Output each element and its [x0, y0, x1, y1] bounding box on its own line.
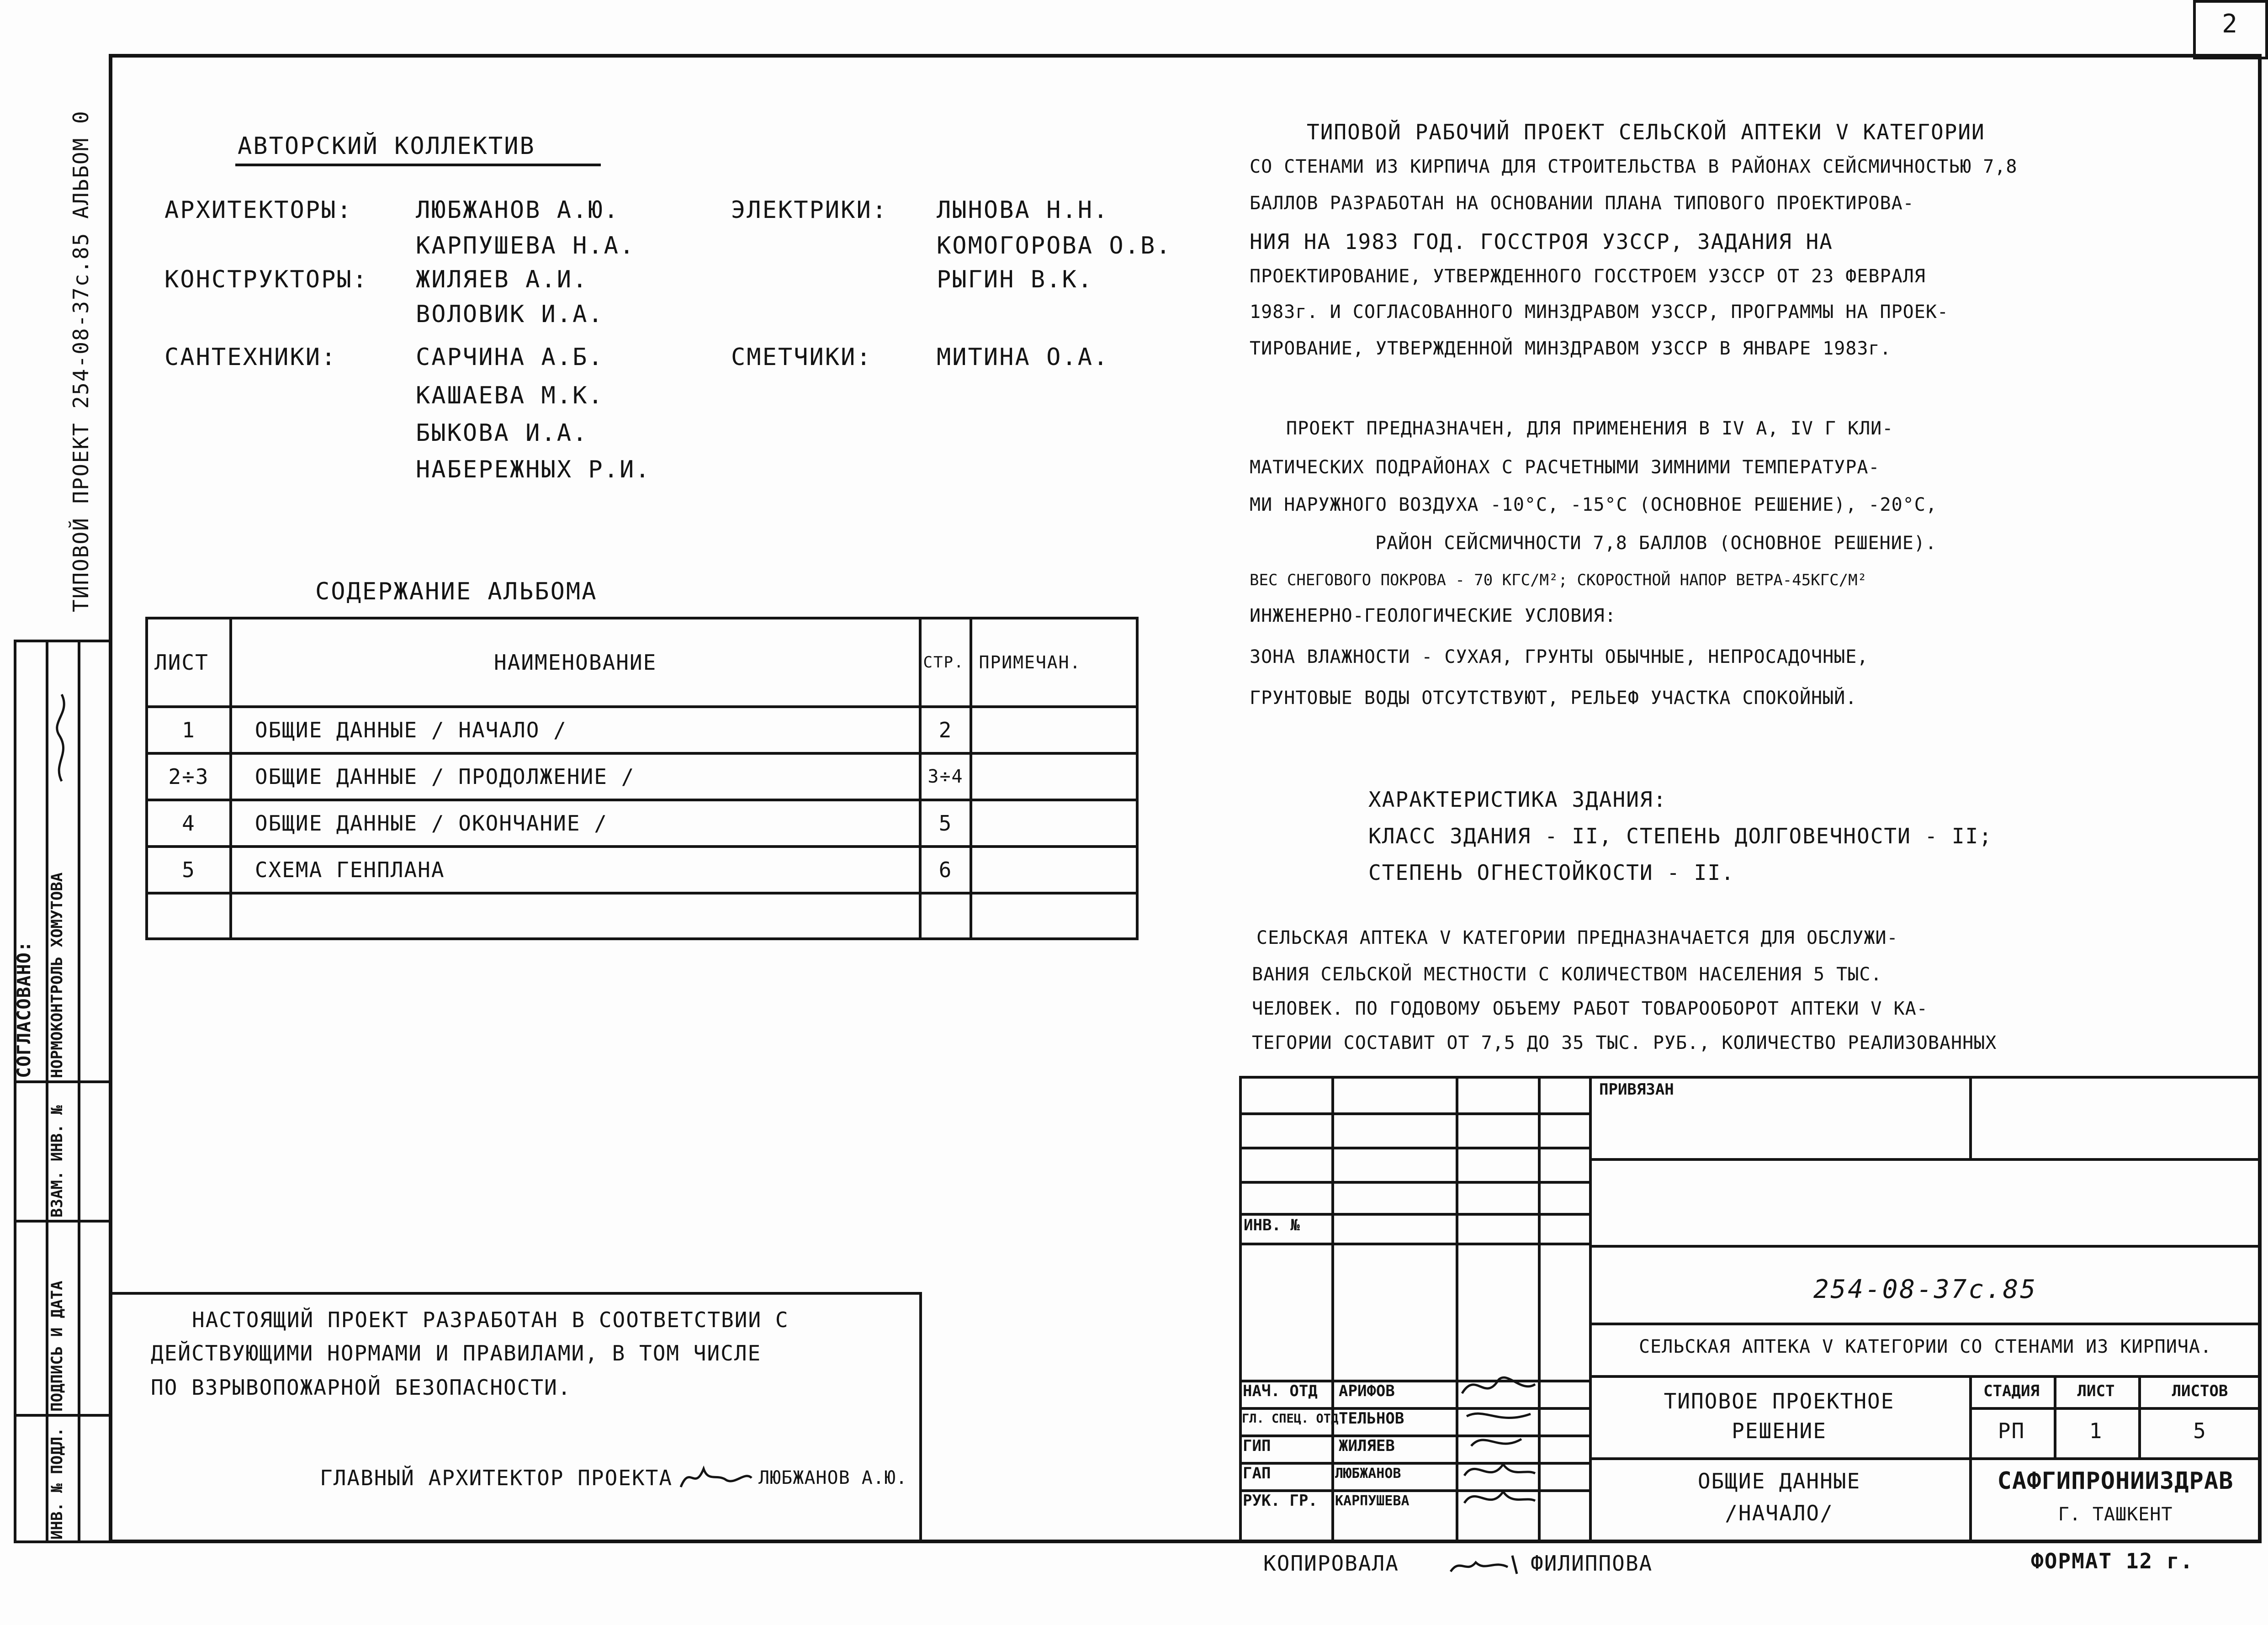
description-line: НИЯ НА 1983 ГОД. ГОССТРОЯ УЗССР, ЗАДАНИЯ НА — [1250, 229, 1833, 254]
decision-line2: РЕШЕНИЕ — [1732, 1419, 1827, 1443]
left-stamp-divider — [14, 1220, 111, 1223]
side-title: ТИПОВОЙ ПРОЕКТ 254-08-37с.85 АЛЬБОМ 0 — [69, 110, 93, 612]
staff-name: ЛЮБЖАНОВ — [1335, 1466, 1401, 1482]
norm-control-label: НОРМОКОНТРОЛЬ ХОМУТОВА — [48, 872, 66, 1078]
cell-name: ОБЩИЕ ДАННЫЕ / ПРОДОЛЖЕНИЕ / — [231, 753, 920, 800]
description-line: 1983г. И СОГЛАСОВАННОГО МИНЗДРАВОМ УЗССР, ПРОГРАММЫ НА ПРОЕК- — [1250, 302, 1949, 323]
project-title: СЕЛЬСКАЯ АПТЕКА V КАТЕГОРИИ СО СТЕНАМИ ИЗ КИРПИЧА. — [1638, 1336, 2212, 1357]
cell-page — [920, 893, 971, 939]
title-block-line — [1589, 1375, 2262, 1378]
cell-name: ОБЩИЕ ДАННЫЕ / НАЧАЛО / — [231, 707, 920, 753]
signature-date-label: ПОДПИСЬ И ДАТА — [48, 1281, 66, 1412]
cell-notes — [971, 893, 1137, 939]
author-name: САРЧИНА А.Б. — [416, 344, 604, 371]
table-row — [147, 847, 1137, 893]
table-row — [147, 707, 1137, 753]
description-line: МИ НАРУЖНОГО ВОЗДУХА -10°С, -15°С (ОСНОВНОЕ РЕШЕНИЕ), -20°С, — [1250, 494, 1937, 515]
title-block-line — [1239, 1112, 1589, 1115]
chief-architect-signature — [676, 1460, 754, 1496]
title-block-line — [1331, 1076, 1334, 1543]
cell-notes — [971, 847, 1137, 893]
author-name: ЛЮБЖАНОВ А.Ю. — [416, 196, 620, 224]
cell-name — [231, 893, 920, 939]
description-line: ЧЕЛОВЕК. ПО ГОДОВОМУ ОБЪЕМУ РАБОТ ТОВАРООБОРОТ АПТЕКИ V КА- — [1252, 998, 1928, 1019]
cell-notes — [971, 800, 1137, 847]
sheet-value: 1 — [2089, 1419, 2103, 1443]
description-line: СТЕПЕНЬ ОГНЕСТОЙКОСТИ - II. — [1368, 860, 1735, 885]
author-name: РЫГИН В.К. — [937, 266, 1094, 293]
cell-name: ОБЩИЕ ДАННЫЕ / ОКОНЧАНИЕ / — [231, 800, 920, 847]
author-name: БЫКОВА И.А. — [416, 419, 588, 447]
table-row — [147, 753, 1137, 800]
description-line: БАЛЛОВ РАЗРАБОТАН НА ОСНОВАНИИ ПЛАНА ТИПОВОГО ПРОЕКТИРОВА- — [1250, 193, 1914, 214]
org-city: Г. ТАШКЕНТ — [2058, 1504, 2173, 1525]
stage-value: РП — [1998, 1419, 2025, 1443]
org-name: САФГИПРОНИИЗДРАВ — [1997, 1467, 2234, 1495]
table-row — [147, 893, 1137, 939]
authors-heading: АВТОРСКИЙ КОЛЛЕКТИВ — [238, 132, 535, 160]
staff-signatures — [1457, 1366, 1540, 1540]
title-block-line — [1239, 1213, 1589, 1216]
inv-no-orig-label: ИНВ. № ПОДЛ. — [48, 1427, 66, 1540]
format-label: ФОРМАТ 12 г. — [2031, 1549, 2194, 1573]
col-header-notes: ПРИМЕЧАН. — [971, 618, 1137, 707]
staff-name: ТЕЛЬНОВ — [1339, 1409, 1404, 1428]
cell-notes — [971, 753, 1137, 800]
role-architects: АРХИТЕКТОРЫ: — [164, 196, 353, 224]
chief-architect-label: ГЛАВНЫЙ АРХИТЕКТОР ПРОЕКТА — [320, 1466, 673, 1490]
description-line: ТЕГОРИИ СОСТАВИТ ОТ 7,5 ДО 35 ТЫС. РУБ., КОЛИЧЕСТВО РЕАЛИЗОВАННЫХ — [1252, 1032, 1997, 1053]
description-line: ГРУНТОВЫЕ ВОДЫ ОТСУТСТВУЮТ, РЕЛЬЕФ УЧАСТКА СПОКОЙНЫЙ. — [1250, 688, 1857, 709]
title-block-line — [1969, 1407, 2262, 1410]
cell-sheet: 4 — [147, 800, 231, 847]
author-name: ЖИЛЯЕВ А.И. — [416, 266, 588, 293]
staff-role: ГЛ. СПЕЦ. ОТД — [1242, 1412, 1339, 1426]
cell-sheet: 2÷3 — [147, 753, 231, 800]
title-block-line — [1589, 1457, 2262, 1460]
cell-page: 3÷4 — [920, 753, 971, 800]
staff-role: ГАП — [1243, 1464, 1271, 1482]
stage-label: СТАДИЯ — [1983, 1382, 2040, 1400]
sheets-value: 5 — [2193, 1419, 2207, 1443]
description-line: СО СТЕНАМИ ИЗ КИРПИЧА ДЛЯ СТРОИТЕЛЬСТВА В РАЙОНАХ СЕЙСМИЧНОСТЬЮ 7,8 — [1250, 156, 2018, 177]
norm-control-signature — [48, 685, 75, 786]
copied-by-label: КОПИРОВАЛА — [1263, 1551, 1399, 1576]
sheet-number: 2 — [2222, 9, 2239, 39]
table-row — [147, 800, 1137, 847]
sheet-title-line1: ОБЩИЕ ДАННЫЕ — [1697, 1469, 1861, 1493]
role-estimators: СМЕТЧИКИ: — [731, 344, 872, 371]
staff-name: КАРПУШЕВА — [1335, 1493, 1410, 1509]
cell-sheet: 5 — [147, 847, 231, 893]
authors-heading-underline — [235, 164, 601, 166]
cell-notes — [971, 707, 1137, 753]
description-line: ХАРАКТЕРИСТИКА ЗДАНИЯ: — [1368, 787, 1667, 812]
author-name: МИТИНА О.А. — [937, 344, 1109, 371]
description-line: ТИРОВАНИЕ, УТВЕРЖДЕННОЙ МИНЗДРАВОМ УЗССР В ЯНВАРЕ 1983г. — [1250, 338, 1892, 359]
cell-page: 6 — [920, 847, 971, 893]
swap-inv-label: ВЗАМ. ИНВ. № — [48, 1105, 66, 1217]
author-name: НАБЕРЕЖНЫХ Р.И. — [416, 456, 651, 483]
description-line: КЛАСС ЗДАНИЯ - II, СТЕПЕНЬ ДОЛГОВЕЧНОСТИ - II; — [1368, 824, 1992, 848]
description-line: ВАНИЯ СЕЛЬСКОЙ МЕСТНОСТИ С КОЛИЧЕСТВОМ НАСЕЛЕНИЯ 5 ТЫС. — [1252, 964, 1882, 985]
title-block-line — [1589, 1245, 2262, 1248]
title-block-line — [1239, 1243, 1589, 1245]
description-line: ПРОЕКТ ПРЕДНАЗНАЧЕН, ДЛЯ ПРИМЕНЕНИЯ В IV А, IV Г КЛИ- — [1286, 418, 1894, 439]
author-name: ВОЛОВИК И.А. — [416, 301, 604, 328]
role-constructors: КОНСТРУКТОРЫ: — [164, 266, 368, 293]
sheet-title-line2: /НАЧАЛО/ — [1725, 1501, 1833, 1525]
staff-role: НАЧ. ОТД — [1243, 1382, 1318, 1400]
staff-name: АРИФОВ — [1339, 1382, 1395, 1400]
author-name: КАШАЕВА М.К. — [416, 382, 604, 409]
copied-by-name: ФИЛИППОВА — [1531, 1551, 1653, 1576]
left-stamp-divider — [14, 1414, 111, 1417]
author-name: КАРПУШЕВА Н.А. — [416, 232, 636, 259]
col-header-page: СТР. — [920, 618, 971, 707]
description-line: ЗОНА ВЛАЖНОСТИ - СУХАЯ, ГРУНТЫ ОБЫЧНЫЕ, НЕПРОСАДОЧНЫЕ, — [1250, 646, 1869, 667]
staff-role: РУК. ГР. — [1243, 1492, 1318, 1510]
staff-name: ЖИЛЯЕВ — [1339, 1437, 1395, 1455]
role-plumbing: САНТЕХНИКИ: — [164, 344, 337, 371]
col-header-sheet: ЛИСТ — [147, 618, 231, 707]
decision-line1: ТИПОВОЕ ПРОЕКТНОЕ — [1664, 1389, 1895, 1413]
author-name: ЛЫНОВА Н.Н. — [937, 196, 1109, 224]
title-block-line — [1589, 1158, 2262, 1161]
left-stamp-divider — [14, 1080, 111, 1083]
copied-by-signature — [1448, 1549, 1526, 1581]
description-line: ВЕС СНЕГОВОГО ПОКРОВА - 70 КГС/М²; СКОРОСТНОЙ НАПОР ВЕТРА-45КГС/М² — [1250, 571, 1867, 589]
sheets-label: ЛИСТОВ — [2172, 1382, 2228, 1400]
title-block-line — [1239, 1181, 1589, 1184]
agreed-label: СОГЛАСОВАНО: — [14, 941, 35, 1078]
compliance-line: ДЕЙСТВУЮЩИМИ НОРМАМИ И ПРАВИЛАМИ, В ТОМ ЧИСЛЕ — [151, 1341, 762, 1366]
description-line: МАТИЧЕСКИХ ПОДРАЙОНАХ С РАСЧЕТНЫМИ ЗИМНИМИ ТЕМПЕРАТУРА- — [1250, 457, 1880, 478]
compliance-line: НАСТОЯЩИЙ ПРОЕКТ РАЗРАБОТАН В СООТВЕТСТВИИ С — [192, 1307, 789, 1332]
col-header-name: НАИМЕНОВАНИЕ — [231, 618, 920, 707]
table-header-row — [147, 618, 1137, 707]
cell-name: СХЕМА ГЕНПЛАНА — [231, 847, 920, 893]
author-name: КОМОГОРОВА О.В. — [937, 232, 1172, 259]
description-line: ПРОЕКТИРОВАНИЕ, УТВЕРЖДЕННОГО ГОССТРОЕМ УЗССР ОТ 23 ФЕВРАЛЯ — [1250, 266, 1926, 287]
left-stamp-divider — [78, 640, 80, 1543]
title-block-line — [1589, 1323, 2262, 1325]
compliance-line: ПО ВЗРЫВОПОЖАРНОЙ БЕЗОПАСНОСТИ. — [151, 1375, 572, 1400]
doc-code: 254-08-37с.85 — [1813, 1275, 2038, 1304]
title-block-line — [1969, 1076, 1972, 1158]
cell-page: 5 — [920, 800, 971, 847]
chief-architect-name: ЛЮБЖАНОВ А.Ю. — [758, 1467, 908, 1488]
title-block-line — [1239, 1147, 1589, 1149]
cell-page: 2 — [920, 707, 971, 753]
role-electricians: ЭЛЕКТРИКИ: — [731, 196, 888, 224]
sheet-label: ЛИСТ — [2077, 1382, 2115, 1400]
staff-role: ГИП — [1243, 1437, 1271, 1455]
contents-table — [145, 617, 1139, 940]
contents-heading: СОДЕРЖАНИЕ АЛЬБОМА — [315, 578, 598, 605]
cell-sheet — [147, 893, 231, 939]
description-line: РАЙОН СЕЙСМИЧНОСТИ 7,8 БАЛЛОВ (ОСНОВНОЕ РЕШЕНИЕ). — [1375, 533, 1937, 554]
bound-label: ПРИВЯЗАН — [1599, 1080, 1674, 1099]
inv-label: ИНВ. № — [1244, 1216, 1300, 1234]
description-line: ИНЖЕНЕРНО-ГЕОЛОГИЧЕСКИЕ УСЛОВИЯ: — [1250, 605, 1616, 626]
description-line: СЕЛЬСКАЯ АПТЕКА V КАТЕГОРИИ ПРЕДНАЗНАЧАЕТСЯ ДЛЯ ОБСЛУЖИ- — [1256, 927, 1898, 948]
cell-sheet: 1 — [147, 707, 231, 753]
description-line: ТИПОВОЙ РАБОЧИЙ ПРОЕКТ СЕЛЬСКОЙ АПТЕКИ V КАТЕГОРИИ — [1307, 120, 1985, 144]
